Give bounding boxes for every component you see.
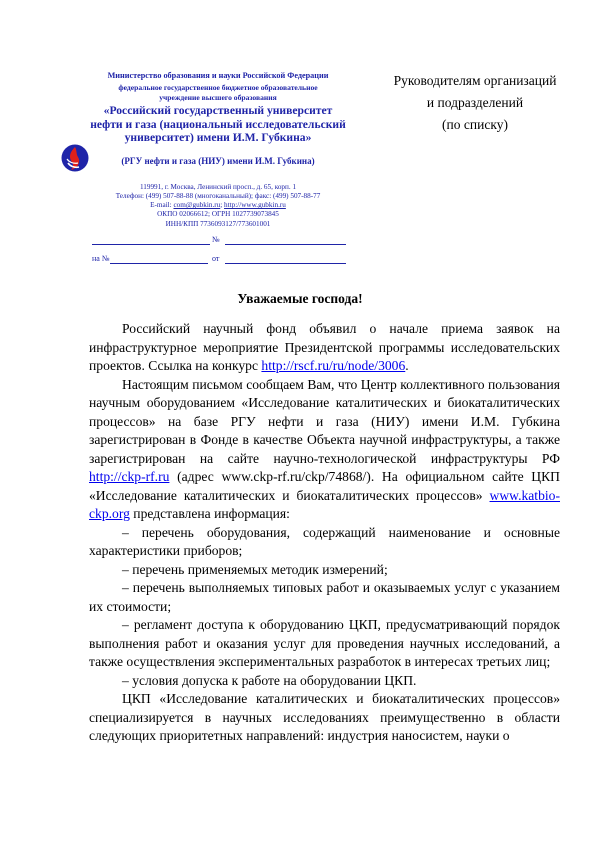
- addressee-line-1: Руководителям организаций: [393, 73, 557, 88]
- addressee-block: [378, 70, 572, 136]
- university-name: [70, 104, 366, 145]
- reply-to-label: на №: [92, 253, 110, 263]
- reply-from-label: от: [212, 253, 220, 263]
- list-item: – перечень выполняемых типовых работ и оказываемых услуг с указанием их стоимости;: [89, 580, 560, 614]
- email-link[interactable]: com@gubkin.ru: [173, 201, 221, 210]
- reg-date-field[interactable]: [92, 244, 210, 245]
- addressee-line-2: и подразделений: [426, 95, 524, 110]
- university-name-line-1: «Российский государственный университет: [103, 104, 333, 117]
- institution-type: [70, 83, 366, 103]
- inn-kpp: ИНН/КПП 7736093127/773601001: [165, 219, 271, 228]
- email-label: E-mail:: [150, 201, 174, 210]
- emblem-row: [70, 147, 366, 179]
- reply-to-number-field[interactable]: [110, 263, 208, 264]
- addressee-line-3: (по списку): [442, 117, 508, 132]
- reg-number-label: №: [212, 234, 220, 244]
- paragraph-2-text-3: представлена информация:: [129, 506, 290, 521]
- paragraph-2-text-1: Настоящим письмом сообщаем Вам, что Центр коллективного пользования научным оборудованием «Исследование каталитических и биокаталитических процессов» на базе РГУ нефти и газа (НИУ) имени И.М. Губкина зарегистрирован в Фонде в качестве Объекта научной инфраструктуры, а также зарегистрирован на сайте научно-технологической инфраструктуры РФ: [89, 376, 560, 466]
- website-link[interactable]: http://www.gubkin.ru: [224, 201, 286, 210]
- katbio-link[interactable]: www.katbio-ckp.org: [89, 487, 560, 521]
- reply-from-date-field[interactable]: [225, 263, 346, 264]
- rscf-link[interactable]: http://rscf.ru/ru/node/3006: [261, 358, 406, 373]
- registration-number-line: [70, 235, 366, 246]
- university-name-line-3: университет) имени И.М. Губкина»: [124, 131, 312, 145]
- institution-type-line-2: учреждение высшего образования: [159, 93, 277, 102]
- list-item: – перечень оборудования, содержащий наименование и основные характеристики приборов;: [89, 524, 560, 558]
- email-web-line: [70, 201, 366, 210]
- okpo-ogrn: ОКПО 02066612; ОГРН 1027739073845: [157, 210, 279, 219]
- contacts: [70, 183, 366, 229]
- email-separator: ;: [220, 201, 225, 210]
- letterhead: [70, 70, 366, 265]
- greeting: Уважаемые господа!: [237, 291, 363, 306]
- university-name-line-2: нефти и газа (национальный исследовательский: [90, 117, 346, 131]
- paragraph-2-text-2: (адрес www.ckp-rf.ru/ckp/74868/). На официальном сайте ЦКП «Исследование каталитических и биокаталитических процессов»: [89, 469, 560, 503]
- paragraph-1-text: Российский научный фонд объявил о начале приема заявок на инфраструктурное мероприятие Президентской программы исследовательских проектов. Ссылка на конкурс: [89, 321, 560, 373]
- list-item: – условия допуска к работе на оборудовании ЦКП.: [122, 672, 417, 688]
- paragraph-1: [89, 320, 560, 376]
- address: 119991, г. Москва, Ленинский просп., д. 65, корп. 1: [139, 182, 297, 191]
- paragraph-2: [89, 376, 560, 524]
- paragraph-3: ЦКП «Исследование каталитических и биокаталитических процессов» специализируется в научных исследованиях преимущественно в области следующих приоритетных направлений: индустрия наносистем, науки о: [89, 691, 560, 743]
- institution-type-line-1: федеральное государственное бюджетное образовательное: [118, 83, 318, 92]
- paragraph-1-end: .: [405, 358, 409, 373]
- reply-to-line: [70, 254, 366, 265]
- list-item: – перечень применяемых методик измерений;: [122, 561, 388, 577]
- reg-number-field[interactable]: [225, 244, 346, 245]
- phone-fax: Телефон: (499) 507-88-88 (многоканальный); факс: (499) 507-88-77: [115, 191, 321, 200]
- letter-body: [89, 320, 560, 746]
- university-short-name: (РГУ нефти и газа (НИУ) имени И.М. Губкина): [121, 155, 315, 166]
- ckp-rf-link[interactable]: http://ckp-rf.ru: [89, 469, 170, 484]
- list-item: – регламент доступа к оборудованию ЦКП, предусматривающий порядок выполнения работ и оказания услуг для проведения научных исследований, а также осуществления экспериментальных разработок в интересах третьих лиц;: [89, 617, 560, 669]
- ministry-name: Министерство образования и науки Российской Федерации: [107, 71, 329, 80]
